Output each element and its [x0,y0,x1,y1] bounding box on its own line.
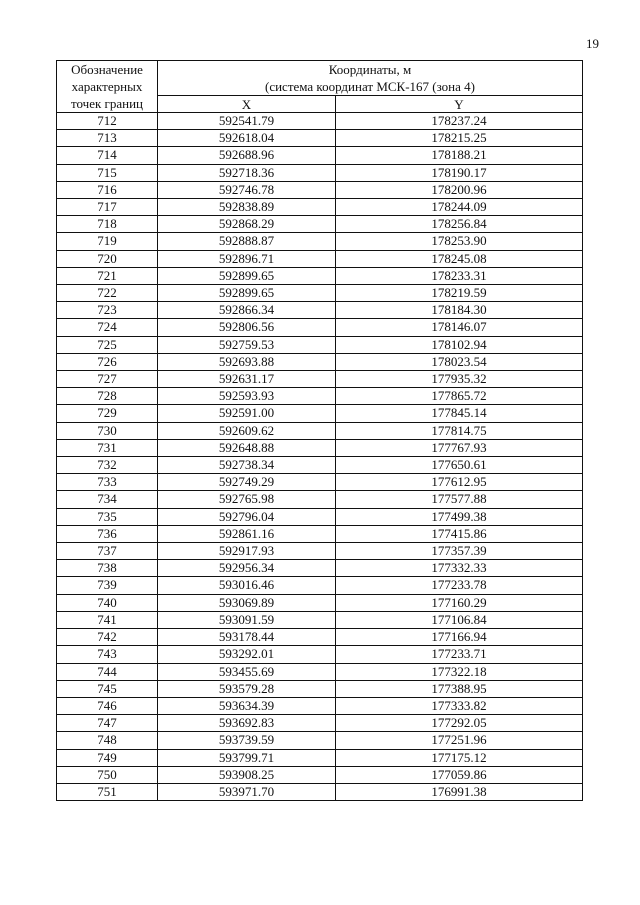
x-coordinate-cell: 592806.56 [158,319,336,336]
point-id-cell: 717 [57,199,158,216]
table-body [57,113,583,801]
x-coordinate-cell: 592648.88 [158,439,336,456]
table-row [57,422,583,439]
y-coordinate-cell: 177415.86 [336,525,583,542]
x-coordinate-cell: 592591.00 [158,405,336,422]
y-coordinate-cell: 177577.88 [336,491,583,508]
y-coordinate-cell: 177160.29 [336,594,583,611]
table-row [57,371,583,388]
point-id-cell: 720 [57,250,158,267]
x-coordinate-cell: 592956.34 [158,560,336,577]
y-coordinate-cell: 177865.72 [336,388,583,405]
y-coordinate-cell: 178188.21 [336,147,583,164]
y-coordinate-cell: 177251.96 [336,732,583,749]
y-coordinate-cell: 177233.71 [336,646,583,663]
point-id-cell: 748 [57,732,158,749]
x-coordinate-cell: 593971.70 [158,783,336,800]
point-id-cell: 729 [57,405,158,422]
y-coordinate-cell: 177166.94 [336,629,583,646]
table-row [57,715,583,732]
point-id-cell: 736 [57,525,158,542]
x-coordinate-cell: 592796.04 [158,508,336,525]
point-id-cell: 716 [57,181,158,198]
x-coordinate-cell: 593016.46 [158,577,336,594]
x-coordinate-cell: 592899.65 [158,267,336,284]
y-coordinate-cell: 178215.25 [336,130,583,147]
point-id-cell: 712 [57,113,158,130]
y-coordinate-cell: 178023.54 [336,353,583,370]
point-id-cell: 715 [57,164,158,181]
point-label-line-3: точек границ [70,96,144,111]
point-id-cell: 734 [57,491,158,508]
page-number: 19 [586,36,599,51]
x-coordinate-cell: 593455.69 [158,663,336,680]
y-coordinate-cell: 178245.08 [336,250,583,267]
x-coordinate-cell: 592749.29 [158,474,336,491]
table-row [57,680,583,697]
x-column-header: X [158,96,336,113]
point-id-cell: 722 [57,285,158,302]
x-coordinate-cell: 592888.87 [158,233,336,250]
y-coordinate-cell: 177814.75 [336,422,583,439]
point-id-cell: 721 [57,267,158,284]
y-coordinate-cell: 177333.82 [336,697,583,714]
y-coordinate-cell: 177059.86 [336,766,583,783]
x-coordinate-cell: 592718.36 [158,164,336,181]
point-id-cell: 718 [57,216,158,233]
point-id-cell: 744 [57,663,158,680]
y-coordinate-cell: 178146.07 [336,319,583,336]
point-id-cell: 728 [57,388,158,405]
table-row [57,113,583,130]
x-coordinate-cell: 592688.96 [158,147,336,164]
point-id-cell: 742 [57,629,158,646]
point-id-cell: 735 [57,508,158,525]
table-row [57,491,583,508]
table-row [57,749,583,766]
y-coordinate-cell: 177650.61 [336,457,583,474]
x-coordinate-cell: 592618.04 [158,130,336,147]
table-row [57,577,583,594]
table-row [57,474,583,491]
table-row [57,783,583,800]
x-coordinate-cell: 592759.53 [158,336,336,353]
y-coordinate-cell: 178256.84 [336,216,583,233]
table-row [57,216,583,233]
x-coordinate-cell: 593069.89 [158,594,336,611]
x-coordinate-cell: 592738.34 [158,457,336,474]
point-id-cell: 745 [57,680,158,697]
x-coordinate-cell: 593178.44 [158,629,336,646]
point-id-cell: 749 [57,749,158,766]
table-row [57,302,583,319]
point-id-cell: 731 [57,439,158,456]
x-coordinate-cell: 593739.59 [158,732,336,749]
x-coordinate-cell: 592899.65 [158,285,336,302]
x-coordinate-cell: 592917.93 [158,543,336,560]
table-row [57,267,583,284]
y-coordinate-cell: 178253.90 [336,233,583,250]
y-coordinate-cell: 177845.14 [336,405,583,422]
x-coordinate-cell: 592746.78 [158,181,336,198]
x-coordinate-cell: 592866.34 [158,302,336,319]
y-coordinate-cell: 177357.39 [336,543,583,560]
point-id-cell: 737 [57,543,158,560]
table-row [57,525,583,542]
y-coordinate-cell: 177233.78 [336,577,583,594]
y-coordinate-cell: 177612.95 [336,474,583,491]
point-id-cell: 747 [57,715,158,732]
point-id-cell: 743 [57,646,158,663]
y-column-header: Y [336,96,583,113]
x-coordinate-cell: 593634.39 [158,697,336,714]
table-row [57,233,583,250]
x-coordinate-cell: 592693.88 [158,353,336,370]
point-id-cell: 726 [57,353,158,370]
table-row [57,611,583,628]
table-row [57,646,583,663]
table-row [57,766,583,783]
point-label-line-1: Обозначение [71,62,143,77]
x-coordinate-cell: 592896.71 [158,250,336,267]
coords-title-header: Координаты, м [158,61,583,79]
table-row [57,164,583,181]
y-coordinate-cell: 177322.18 [336,663,583,680]
table-row [57,147,583,164]
point-id-cell: 741 [57,611,158,628]
y-coordinate-cell: 178219.59 [336,285,583,302]
point-id-cell: 727 [57,371,158,388]
x-coordinate-cell: 592631.17 [158,371,336,388]
x-coordinate-cell: 593292.01 [158,646,336,663]
point-id-cell: 714 [57,147,158,164]
y-coordinate-cell: 177292.05 [336,715,583,732]
point-id-cell: 733 [57,474,158,491]
table-row [57,457,583,474]
table-row [57,130,583,147]
y-coordinate-cell: 176991.38 [336,783,583,800]
point-id-cell: 750 [57,766,158,783]
y-coordinate-cell: 178184.30 [336,302,583,319]
point-id-cell: 730 [57,422,158,439]
point-id-cell: 738 [57,560,158,577]
point-id-cell: 751 [57,783,158,800]
table-row [57,199,583,216]
y-coordinate-cell: 178200.96 [336,181,583,198]
coordinates-table [56,60,583,801]
table-row [57,594,583,611]
point-id-cell: 724 [57,319,158,336]
point-label-header [57,61,158,113]
point-id-cell: 739 [57,577,158,594]
table-row [57,250,583,267]
y-coordinate-cell: 178102.94 [336,336,583,353]
table-row [57,353,583,370]
x-coordinate-cell: 593908.25 [158,766,336,783]
table-row [57,439,583,456]
x-coordinate-cell: 593692.83 [158,715,336,732]
y-coordinate-cell: 177106.84 [336,611,583,628]
point-id-cell: 719 [57,233,158,250]
table-row [57,508,583,525]
y-coordinate-cell: 178237.24 [336,113,583,130]
y-coordinate-cell: 177499.38 [336,508,583,525]
x-coordinate-cell: 592609.62 [158,422,336,439]
point-id-cell: 725 [57,336,158,353]
y-coordinate-cell: 177175.12 [336,749,583,766]
table-row [57,336,583,353]
x-coordinate-cell: 592593.93 [158,388,336,405]
table-row [57,663,583,680]
point-id-cell: 723 [57,302,158,319]
x-coordinate-cell: 592765.98 [158,491,336,508]
table-row [57,629,583,646]
table-row [57,560,583,577]
y-coordinate-cell: 177332.33 [336,560,583,577]
point-label-line-2: характерных [71,79,143,94]
x-coordinate-cell: 593091.59 [158,611,336,628]
x-coordinate-cell: 592541.79 [158,113,336,130]
point-id-cell: 713 [57,130,158,147]
point-id-cell: 732 [57,457,158,474]
x-coordinate-cell: 592868.29 [158,216,336,233]
x-coordinate-cell: 592838.89 [158,199,336,216]
table-header [57,61,583,113]
y-coordinate-cell: 177388.95 [336,680,583,697]
y-coordinate-cell: 177935.32 [336,371,583,388]
table-row [57,543,583,560]
table-row [57,181,583,198]
x-coordinate-cell: 593579.28 [158,680,336,697]
y-coordinate-cell: 178190.17 [336,164,583,181]
y-coordinate-cell: 178233.31 [336,267,583,284]
table-row [57,319,583,336]
y-coordinate-cell: 178244.09 [336,199,583,216]
point-id-cell: 740 [57,594,158,611]
x-coordinate-cell: 593799.71 [158,749,336,766]
table-row [57,697,583,714]
table-row [57,285,583,302]
x-coordinate-cell: 592861.16 [158,525,336,542]
point-id-cell: 746 [57,697,158,714]
table-row [57,732,583,749]
table-row [57,405,583,422]
table-row [57,388,583,405]
y-coordinate-cell: 177767.93 [336,439,583,456]
coords-system-header: (система координат МСК-167 (зона 4) [158,78,583,96]
